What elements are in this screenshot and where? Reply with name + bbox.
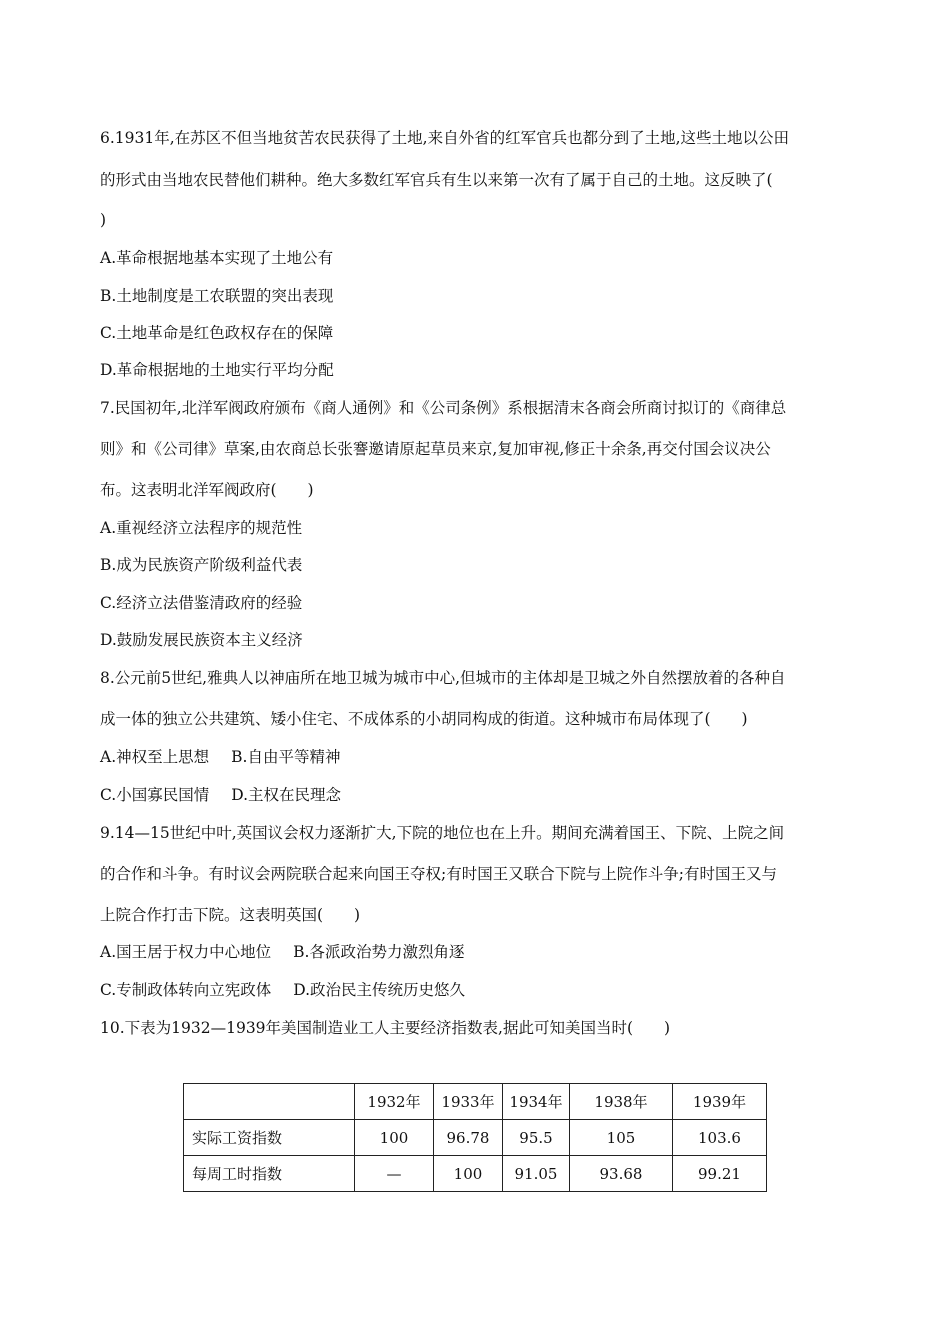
q9-stem-line-2: 的合作和斗争。有时议会两院联合起来向国王夺权;有时国王又联合下院与上院作斗争;有时国王又与 bbox=[100, 865, 777, 883]
table-header-cell: 1932年 bbox=[355, 1084, 434, 1120]
q8-option-c: C.小国寡民国情 bbox=[100, 786, 210, 804]
table-cell: 103.6 bbox=[673, 1120, 767, 1156]
table-cell: 100 bbox=[434, 1156, 503, 1192]
q9-option-c: C.专制政体转向立宪政体 bbox=[100, 981, 272, 999]
table-row-label: 实际工资指数 bbox=[184, 1120, 355, 1156]
table-header-cell bbox=[184, 1084, 355, 1120]
table-cell: 93.68 bbox=[570, 1156, 673, 1192]
q9-stem-line-1: 9.14—15世纪中叶,英国议会权力逐渐扩大,下院的地位也在上升。期间充满着国王、下院、上院之间 bbox=[100, 824, 785, 842]
q8-option-b: B.自由平等精神 bbox=[231, 748, 341, 766]
q9-stem-line-3: 上院合作打击下院。这表明英国( ) bbox=[100, 906, 361, 924]
q8-stem-line-2: 成一体的独立公共建筑、矮小住宅、不成体系的小胡同构成的街道。这种城市布局体现了( ) bbox=[100, 710, 748, 728]
table-cell: 100 bbox=[355, 1120, 434, 1156]
q6-stem-line-2: 的形式由当地农民替他们耕种。绝大多数红军官兵有生以来第一次有了属于自己的土地。这反映了( bbox=[100, 171, 773, 189]
table-cell: 105 bbox=[570, 1120, 673, 1156]
q7-stem-line-3: 布。这表明北洋军阀政府( ) bbox=[100, 481, 314, 499]
table-cell: 95.5 bbox=[503, 1120, 570, 1156]
q8-options-row-1 bbox=[100, 747, 340, 767]
table-cell: 99.21 bbox=[673, 1156, 767, 1192]
table-cell: 96.78 bbox=[434, 1120, 503, 1156]
q9-option-a: A.国王居于权力中心地位 bbox=[100, 943, 272, 961]
q9-option-d: D.政治民主传统历史悠久 bbox=[293, 981, 466, 999]
q10-stem-line-1: 10.下表为1932—1939年美国制造业工人主要经济指数表,据此可知美国当时( ) bbox=[100, 1019, 671, 1037]
q9-options-row-1 bbox=[100, 942, 464, 962]
q6-option-d: D.革命根据地的土地实行平均分配 bbox=[100, 361, 334, 379]
q6-stem-line-3: ) bbox=[100, 211, 107, 229]
table-header-cell: 1934年 bbox=[503, 1084, 570, 1120]
table-header-cell: 1933年 bbox=[434, 1084, 503, 1120]
q7-stem-line-1: 7.民国初年,北洋军阀政府颁布《商人通例》和《公司条例》系根据清末各商会所商讨拟订的《商律总 bbox=[100, 399, 787, 417]
q6-option-c: C.土地革命是红色政权存在的保障 bbox=[100, 324, 334, 342]
q9-option-b: B.各派政治势力激烈角逐 bbox=[293, 943, 465, 961]
q7-option-c: C.经济立法借鉴清政府的经验 bbox=[100, 594, 303, 612]
q7-stem-line-2: 则》和《公司律》草案,由农商总长张謇邀请原起草员来京,复加审视,修正十余条,再交付国会议决公 bbox=[100, 440, 771, 458]
q7-option-a: A.重视经济立法程序的规范性 bbox=[100, 519, 303, 537]
table-header-row bbox=[184, 1084, 767, 1120]
wage-index-table bbox=[183, 1083, 767, 1192]
table-cell: — bbox=[355, 1156, 434, 1192]
q8-options-row-2 bbox=[100, 785, 341, 805]
q8-option-d: D.主权在民理念 bbox=[231, 786, 342, 804]
table-row bbox=[184, 1120, 767, 1156]
q8-option-a: A.神权至上思想 bbox=[100, 748, 210, 766]
table-row bbox=[184, 1156, 767, 1192]
q6-option-a: A.革命根据地基本实现了土地公有 bbox=[100, 249, 334, 267]
q7-option-b: B.成为民族资产阶级利益代表 bbox=[100, 556, 303, 574]
q8-stem-line-1: 8.公元前5世纪,雅典人以神庙所在地卫城为城市中心,但城市的主体却是卫城之外自然摆放着的各种自 bbox=[100, 669, 786, 687]
table-header-cell: 1938年 bbox=[570, 1084, 673, 1120]
q6-stem-line-1: 6.1931年,在苏区不但当地贫苦农民获得了土地,来自外省的红军官兵也都分到了土地,这些土地以公田 bbox=[100, 129, 790, 147]
q6-option-b: B.土地制度是工农联盟的突出表现 bbox=[100, 287, 334, 305]
q7-option-d: D.鼓励发展民族资本主义经济 bbox=[100, 631, 303, 649]
q9-options-row-2 bbox=[100, 980, 465, 1000]
table-row-label: 每周工时指数 bbox=[184, 1156, 355, 1192]
table-cell: 91.05 bbox=[503, 1156, 570, 1192]
table-header-cell: 1939年 bbox=[673, 1084, 767, 1120]
